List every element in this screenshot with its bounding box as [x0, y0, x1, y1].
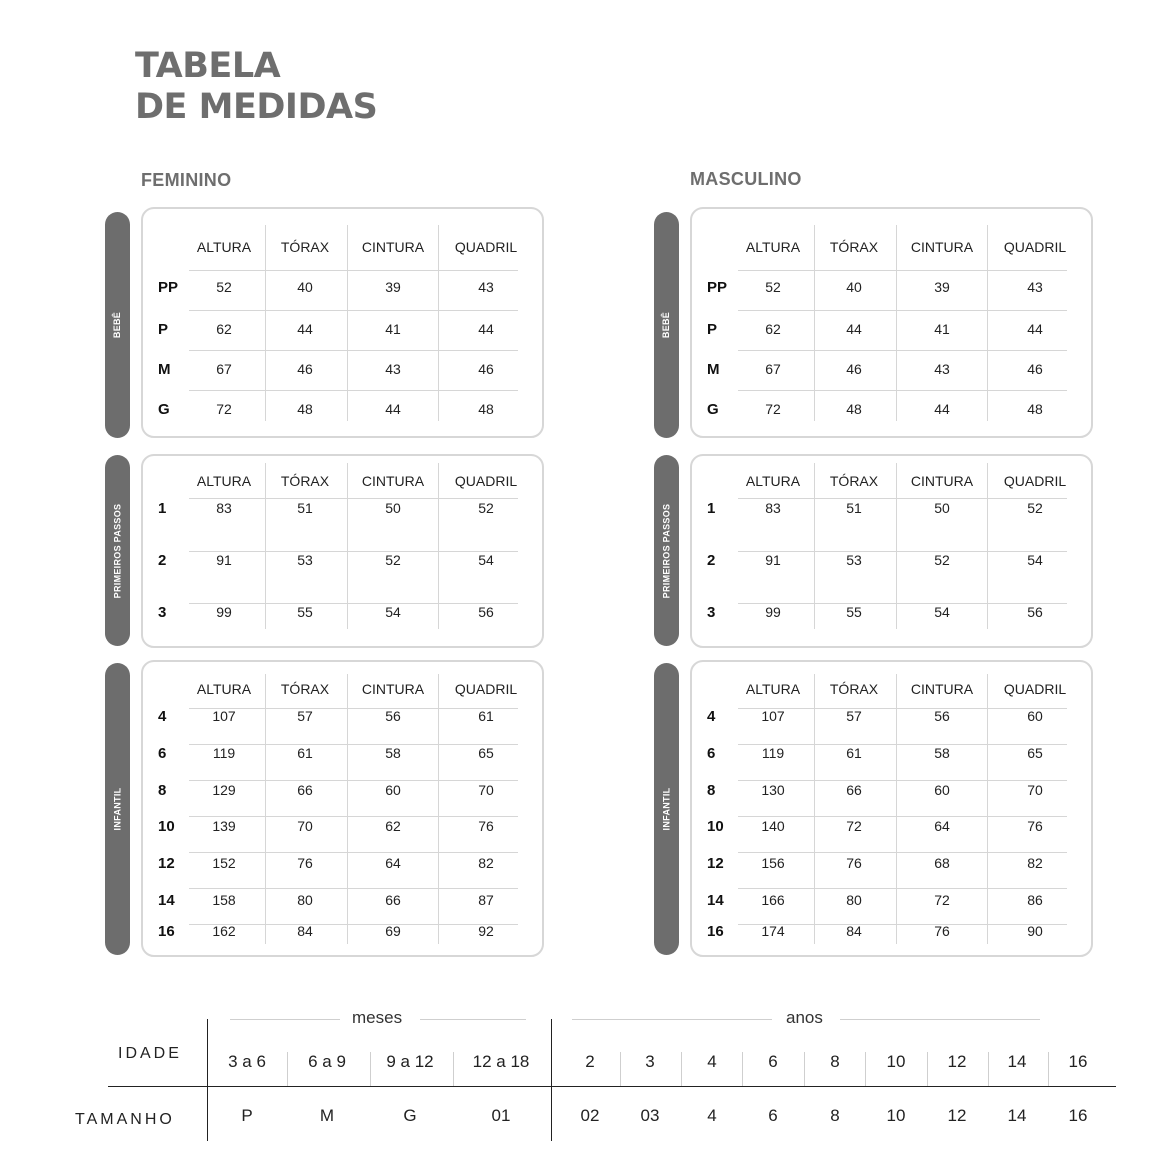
row-divider — [189, 816, 518, 817]
table-cell: 46 — [478, 361, 494, 377]
table-cell: 72 — [934, 892, 950, 908]
table-cell: 107 — [212, 708, 236, 724]
table-cell: 56 — [1027, 604, 1043, 620]
column-divider — [896, 225, 897, 421]
tamanho-label: TAMANHO — [75, 1111, 175, 1128]
table-cell: 107 — [761, 708, 785, 724]
table-cell: 44 — [478, 321, 494, 337]
column-header: TÓRAX — [280, 473, 330, 489]
table-cell: 166 — [761, 892, 785, 908]
size-label: 10 — [158, 818, 175, 835]
column-header: QUADRIL — [1003, 473, 1067, 489]
size-label: PP — [158, 279, 179, 296]
age-cell: 6 — [768, 1052, 778, 1071]
masculino-heading: MASCULINO — [690, 169, 802, 189]
row-divider — [189, 498, 518, 499]
size-label: 6 — [707, 745, 716, 762]
column-header: CINTURA — [910, 239, 974, 255]
column-divider — [987, 463, 988, 629]
table-cell: 139 — [212, 818, 236, 834]
anos-line-right — [840, 1019, 1040, 1020]
column-header: TÓRAX — [829, 473, 879, 489]
anos-line-left — [572, 1019, 772, 1020]
table-cell: 70 — [1027, 782, 1043, 798]
row-divider — [738, 350, 1067, 351]
group-label: PRIMEIROS PASSOS — [661, 503, 672, 598]
table-cell: 91 — [765, 552, 781, 568]
group-label: INFANTIL — [661, 787, 672, 831]
column-header: ALTURA — [745, 681, 801, 697]
age-column-divider — [804, 1052, 805, 1086]
table-cell: 140 — [761, 818, 785, 834]
measurement-table — [141, 454, 544, 648]
age-cell: 12 a 18 — [472, 1052, 530, 1071]
table-cell: 62 — [765, 321, 781, 337]
age-column-divider — [370, 1052, 371, 1086]
age-cell: 3 — [645, 1052, 655, 1071]
table-cell: 156 — [761, 855, 785, 871]
table-cell: 52 — [478, 500, 494, 516]
table-cell: 66 — [297, 782, 313, 798]
table-cell: 152 — [212, 855, 236, 871]
table-cell: 54 — [385, 604, 401, 620]
table-cell: 80 — [846, 892, 862, 908]
age-cell: 2 — [585, 1052, 595, 1071]
column-header: TÓRAX — [829, 239, 879, 255]
table-cell: 61 — [478, 708, 494, 724]
size-group-1 — [654, 455, 1094, 646]
table-cell: 60 — [385, 782, 401, 798]
table-cell: 82 — [478, 855, 494, 871]
column-header: ALTURA — [745, 473, 801, 489]
size-cell: 03 — [640, 1106, 660, 1125]
table-cell: 54 — [478, 552, 494, 568]
table-cell: 72 — [846, 818, 862, 834]
table-cell: 57 — [297, 708, 313, 724]
table-cell: 46 — [297, 361, 313, 377]
table-cell: 90 — [1027, 923, 1043, 939]
table-cell: 55 — [846, 604, 862, 620]
size-label: 1 — [158, 500, 167, 517]
table-cell: 41 — [385, 321, 401, 337]
table-cell: 130 — [761, 782, 785, 798]
size-cell: M — [319, 1106, 335, 1125]
table-cell: 43 — [478, 279, 494, 295]
size-label: 12 — [158, 855, 175, 872]
table-cell: 129 — [212, 782, 236, 798]
table-cell: 158 — [212, 892, 236, 908]
age-cell: 3 a 6 — [228, 1052, 266, 1071]
table-cell: 44 — [297, 321, 313, 337]
row-divider — [189, 390, 518, 391]
size-label: 8 — [707, 782, 716, 799]
table-cell: 43 — [1027, 279, 1043, 295]
size-label: 4 — [158, 708, 167, 725]
table-cell: 69 — [385, 923, 401, 939]
column-divider — [896, 674, 897, 944]
meses-line-left — [230, 1019, 340, 1020]
column-divider — [347, 463, 348, 629]
meses-label: meses — [352, 1008, 403, 1027]
row-divider — [189, 708, 518, 709]
row-divider — [189, 744, 518, 745]
title-line-2: DE MEDIDAS — [135, 87, 378, 127]
table-cell: 51 — [297, 500, 313, 516]
age-column-divider — [1048, 1052, 1049, 1086]
table-cell: 66 — [385, 892, 401, 908]
table-cell: 53 — [297, 552, 313, 568]
table-cell: 92 — [478, 923, 494, 939]
column-header: CINTURA — [910, 681, 974, 697]
table-cell: 44 — [934, 401, 950, 417]
table-cell: 82 — [1027, 855, 1043, 871]
row-divider — [738, 888, 1067, 889]
column-divider — [438, 463, 439, 629]
row-divider — [108, 1086, 1116, 1087]
column-divider — [814, 463, 815, 629]
size-label: P — [158, 321, 169, 338]
row-divider — [738, 744, 1067, 745]
table-cell: 57 — [846, 708, 862, 724]
group-label-pill — [654, 455, 679, 646]
size-label: 3 — [707, 604, 716, 621]
table-cell: 50 — [934, 500, 950, 516]
table-cell: 44 — [846, 321, 862, 337]
table-cell: 99 — [765, 604, 781, 620]
size-cell: G — [403, 1106, 417, 1125]
column-divider — [347, 225, 348, 421]
column-header: QUADRIL — [454, 473, 518, 489]
table-cell: 76 — [478, 818, 494, 834]
table-cell: 68 — [934, 855, 950, 871]
size-label: M — [707, 361, 720, 378]
table-cell: 70 — [478, 782, 494, 798]
table-cell: 64 — [385, 855, 401, 871]
row-divider — [189, 852, 518, 853]
table-cell: 76 — [934, 923, 950, 939]
meses-line-right — [420, 1019, 526, 1020]
age-column-divider — [927, 1052, 928, 1086]
table-cell: 40 — [297, 279, 313, 295]
column-header: QUADRIL — [454, 681, 518, 697]
column-header: CINTURA — [361, 473, 425, 489]
row-divider — [189, 551, 518, 552]
column-divider — [265, 674, 266, 944]
size-label: 6 — [158, 745, 167, 762]
age-column-divider — [453, 1052, 454, 1086]
row-divider — [189, 310, 518, 311]
group-label-pill — [105, 212, 130, 438]
table-cell: 70 — [297, 818, 313, 834]
column-divider — [438, 225, 439, 421]
size-cell: 01 — [491, 1106, 511, 1125]
table-cell: 83 — [765, 500, 781, 516]
age-cell: 4 — [707, 1052, 717, 1071]
table-cell: 64 — [934, 818, 950, 834]
size-label: M — [158, 361, 171, 378]
table-cell: 56 — [934, 708, 950, 724]
table-cell: 174 — [761, 923, 785, 939]
group-label-pill — [105, 455, 130, 646]
size-cell: 6 — [768, 1106, 778, 1125]
table-cell: 60 — [934, 782, 950, 798]
column-header: CINTURA — [361, 681, 425, 697]
table-cell: 54 — [934, 604, 950, 620]
table-cell: 76 — [1027, 818, 1043, 834]
row-divider — [738, 708, 1067, 709]
age-cell: 9 a 12 — [386, 1052, 434, 1071]
table-cell: 67 — [765, 361, 781, 377]
table-cell: 62 — [216, 321, 232, 337]
table-cell: 65 — [1027, 745, 1043, 761]
column-header: ALTURA — [196, 473, 252, 489]
row-divider — [738, 390, 1067, 391]
column-divider — [265, 225, 266, 421]
age-cell: 16 — [1068, 1052, 1088, 1071]
table-cell: 46 — [846, 361, 862, 377]
feminino-heading: FEMININO — [141, 170, 232, 190]
column-divider — [814, 225, 815, 421]
measurement-table — [690, 207, 1093, 438]
size-label: G — [707, 401, 719, 418]
table-cell: 52 — [385, 552, 401, 568]
table-cell: 44 — [1027, 321, 1043, 337]
age-cell: 6 a 9 — [308, 1052, 346, 1071]
table-cell: 162 — [212, 923, 236, 939]
column-header: QUADRIL — [454, 239, 518, 255]
measurement-table — [141, 660, 544, 957]
size-group-0 — [654, 212, 1094, 438]
idade-label: IDADE — [118, 1045, 182, 1062]
table-cell: 119 — [212, 745, 236, 761]
size-label: G — [158, 401, 170, 418]
table-cell: 60 — [1027, 708, 1043, 724]
column-header: ALTURA — [745, 239, 801, 255]
size-label: PP — [707, 279, 728, 296]
age-column-divider — [865, 1052, 866, 1086]
table-cell: 40 — [846, 279, 862, 295]
size-cell: 02 — [580, 1106, 600, 1125]
age-cell: 8 — [830, 1052, 840, 1071]
table-cell: 80 — [297, 892, 313, 908]
table-cell: 52 — [765, 279, 781, 295]
table-cell: 39 — [385, 279, 401, 295]
age-column-divider — [988, 1052, 989, 1086]
size-label: 16 — [707, 923, 724, 940]
table-cell: 44 — [385, 401, 401, 417]
row-divider — [189, 888, 518, 889]
group-label: BEBÊ — [112, 311, 123, 339]
row-divider — [738, 603, 1067, 604]
measurement-table — [690, 660, 1093, 957]
table-cell: 86 — [1027, 892, 1043, 908]
row-divider — [738, 924, 1067, 925]
measurement-table — [141, 207, 544, 438]
size-label: 14 — [158, 892, 175, 909]
column-divider — [265, 463, 266, 629]
table-cell: 48 — [1027, 401, 1043, 417]
size-cell: 4 — [707, 1106, 717, 1125]
size-cell: P — [241, 1106, 253, 1125]
table-cell: 43 — [934, 361, 950, 377]
table-cell: 39 — [934, 279, 950, 295]
table-cell: 61 — [297, 745, 313, 761]
column-header: CINTURA — [910, 473, 974, 489]
size-group-0 — [105, 212, 545, 438]
age-cell: 12 — [947, 1052, 967, 1071]
size-cell: 8 — [830, 1106, 840, 1125]
table-cell: 52 — [934, 552, 950, 568]
table-cell: 53 — [846, 552, 862, 568]
table-cell: 54 — [1027, 552, 1043, 568]
size-label: 4 — [707, 708, 716, 725]
column-divider — [896, 463, 897, 629]
row-divider — [189, 924, 518, 925]
title-line-1: TABELA — [135, 46, 281, 86]
size-cell: 12 — [947, 1106, 967, 1125]
table-cell: 84 — [846, 923, 862, 939]
size-label: 2 — [158, 552, 167, 569]
table-cell: 58 — [385, 745, 401, 761]
size-group-2 — [654, 663, 1094, 955]
column-divider — [987, 674, 988, 944]
group-label-pill — [105, 663, 130, 955]
row-divider — [738, 270, 1067, 271]
table-cell: 48 — [846, 401, 862, 417]
table-cell: 43 — [385, 361, 401, 377]
size-label: 2 — [707, 552, 716, 569]
column-divider — [347, 674, 348, 944]
size-label: 14 — [707, 892, 724, 909]
size-cell: 14 — [1007, 1106, 1027, 1125]
size-label: 16 — [158, 923, 175, 940]
table-cell: 58 — [934, 745, 950, 761]
group-label: INFANTIL — [112, 787, 123, 831]
group-label: BEBÊ — [661, 311, 672, 339]
column-header: ALTURA — [196, 681, 252, 697]
column-header: TÓRAX — [829, 681, 879, 697]
label-divider — [207, 1019, 208, 1141]
column-header: QUADRIL — [1003, 239, 1067, 255]
table-cell: 56 — [385, 708, 401, 724]
size-label: 3 — [158, 604, 167, 621]
row-divider — [738, 816, 1067, 817]
row-divider — [189, 603, 518, 604]
group-label-pill — [654, 663, 679, 955]
column-header: TÓRAX — [280, 681, 330, 697]
table-cell: 48 — [478, 401, 494, 417]
size-label: 8 — [158, 782, 167, 799]
age-column-divider — [620, 1052, 621, 1086]
column-header: CINTURA — [361, 239, 425, 255]
page-title — [135, 46, 377, 128]
table-cell: 62 — [385, 818, 401, 834]
table-cell: 56 — [478, 604, 494, 620]
row-divider — [189, 270, 518, 271]
row-divider — [189, 780, 518, 781]
size-label: 12 — [707, 855, 724, 872]
age-cell: 10 — [886, 1052, 906, 1071]
table-cell: 67 — [216, 361, 232, 377]
row-divider — [189, 350, 518, 351]
table-cell: 76 — [297, 855, 313, 871]
age-cell: 14 — [1007, 1052, 1027, 1071]
table-cell: 76 — [846, 855, 862, 871]
column-divider — [814, 674, 815, 944]
table-cell: 119 — [761, 745, 785, 761]
size-cell: 10 — [886, 1106, 906, 1125]
table-cell: 50 — [385, 500, 401, 516]
size-cell: 16 — [1068, 1106, 1088, 1125]
row-divider — [738, 780, 1067, 781]
meses-anos-divider — [551, 1019, 552, 1141]
column-header: QUADRIL — [1003, 681, 1067, 697]
table-cell: 46 — [1027, 361, 1043, 377]
row-divider — [738, 551, 1067, 552]
table-cell: 52 — [216, 279, 232, 295]
age-column-divider — [681, 1052, 682, 1086]
table-cell: 83 — [216, 500, 232, 516]
table-cell: 48 — [297, 401, 313, 417]
table-cell: 41 — [934, 321, 950, 337]
table-cell: 72 — [216, 401, 232, 417]
table-cell: 72 — [765, 401, 781, 417]
table-cell: 87 — [478, 892, 494, 908]
table-cell: 99 — [216, 604, 232, 620]
group-label-pill — [654, 212, 679, 438]
row-divider — [738, 310, 1067, 311]
measurement-table — [690, 454, 1093, 648]
size-group-1 — [105, 455, 545, 646]
size-label: P — [707, 321, 718, 338]
table-cell: 61 — [846, 745, 862, 761]
anos-label: anos — [786, 1008, 823, 1027]
table-cell: 84 — [297, 923, 313, 939]
table-cell: 65 — [478, 745, 494, 761]
column-divider — [987, 225, 988, 421]
size-label: 1 — [707, 500, 716, 517]
column-divider — [438, 674, 439, 944]
table-cell: 55 — [297, 604, 313, 620]
table-cell: 51 — [846, 500, 862, 516]
row-divider — [738, 852, 1067, 853]
table-cell: 66 — [846, 782, 862, 798]
column-header: ALTURA — [196, 239, 252, 255]
size-label: 10 — [707, 818, 724, 835]
table-cell: 52 — [1027, 500, 1043, 516]
age-column-divider — [287, 1052, 288, 1086]
table-cell: 91 — [216, 552, 232, 568]
size-group-2 — [105, 663, 545, 955]
row-divider — [738, 498, 1067, 499]
age-column-divider — [742, 1052, 743, 1086]
group-label: PRIMEIROS PASSOS — [112, 503, 123, 598]
column-header: TÓRAX — [280, 239, 330, 255]
